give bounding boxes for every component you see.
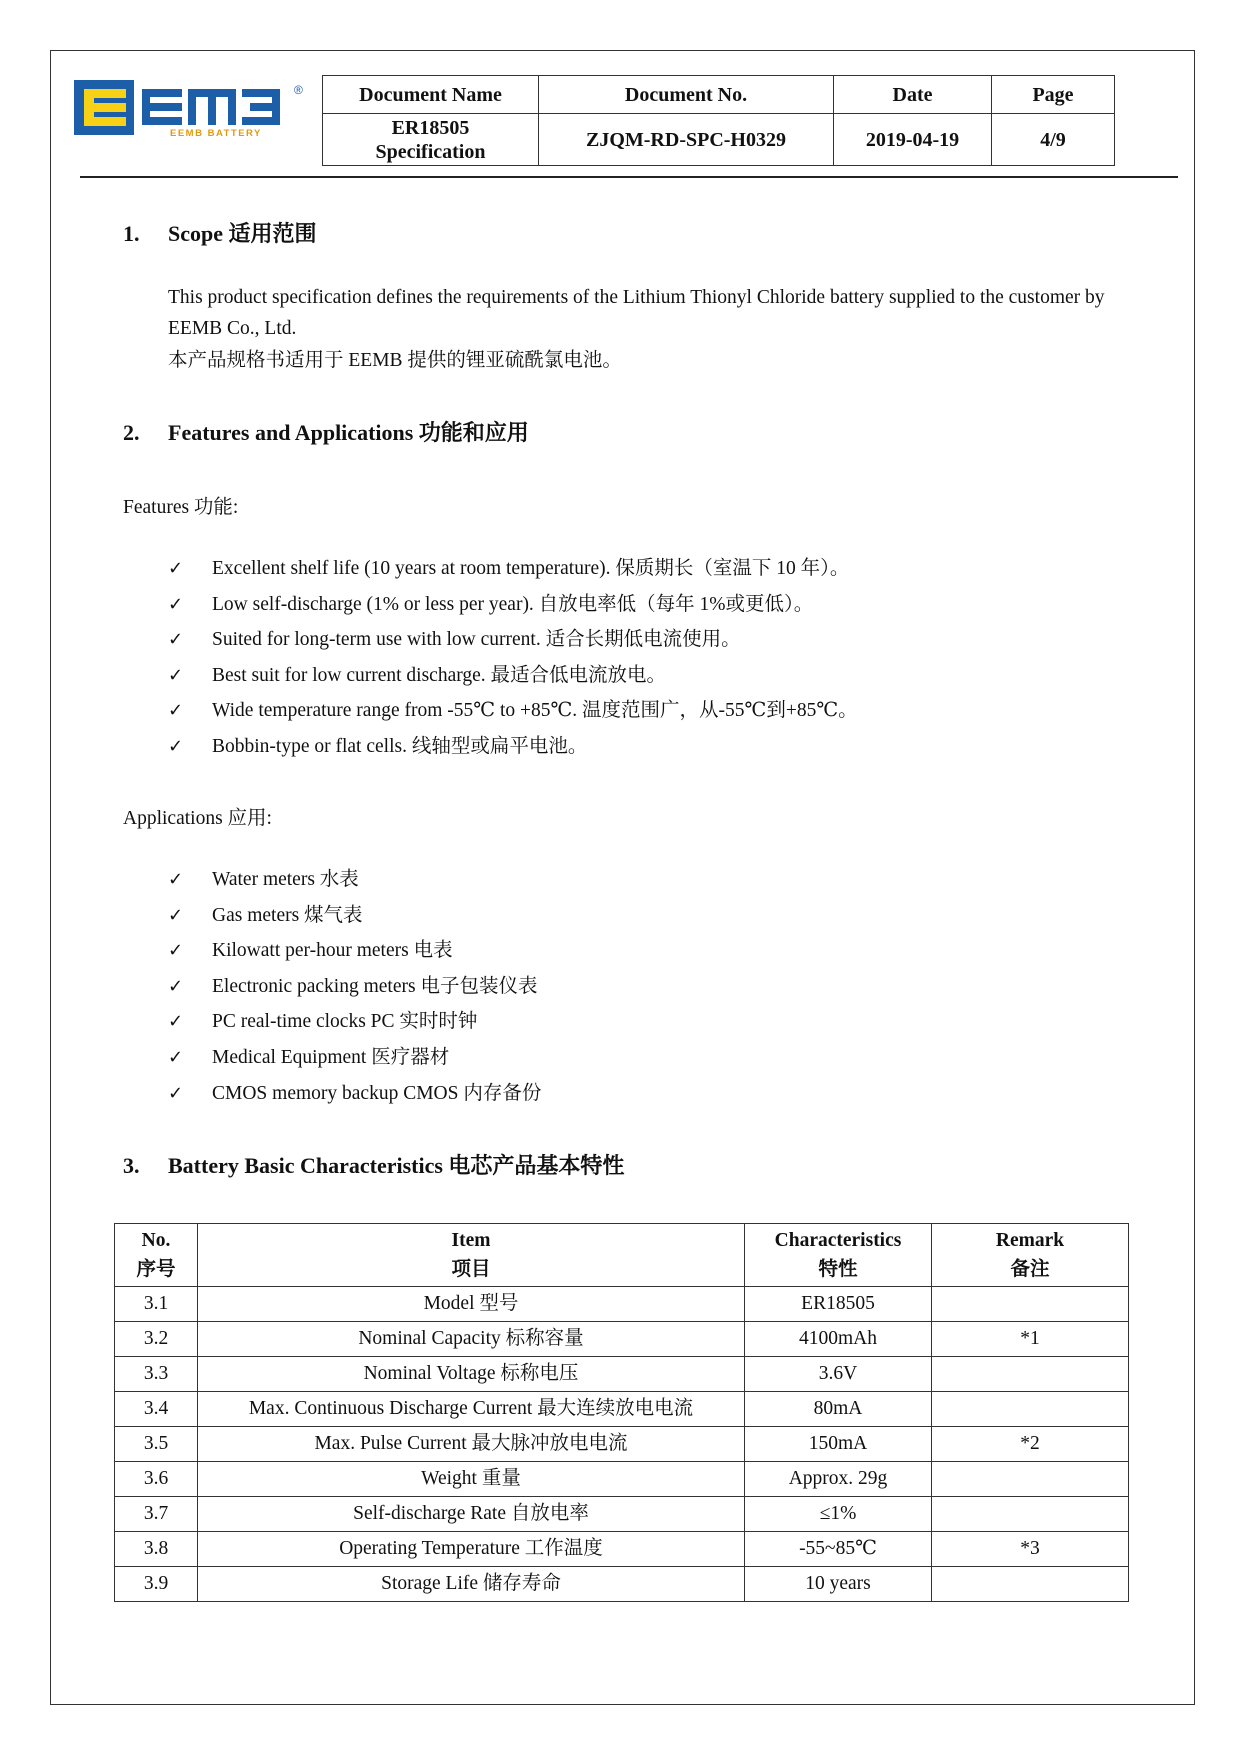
list-item (168, 729, 858, 765)
table-row (115, 1497, 1129, 1532)
cell-value: 4100mAh (745, 1322, 932, 1357)
cell-no: 3.9 (115, 1567, 198, 1602)
document-name-line2: Specification (375, 140, 486, 163)
header-no-zh: 序号 (136, 1259, 176, 1280)
cell-remark (932, 1497, 1129, 1532)
header-remark (932, 1224, 1129, 1287)
header-no (115, 1224, 198, 1287)
header-item-zh: 项目 (451, 1259, 491, 1280)
cell-value: -55~85℃ (745, 1532, 932, 1567)
list-item (168, 622, 858, 658)
table-row (115, 1427, 1129, 1462)
cell-no: 3.1 (115, 1287, 198, 1322)
feature-text: Best suit for low current discharge. 最适合低电流放电。 (212, 664, 667, 686)
table-row (115, 1392, 1129, 1427)
cell-value: ER18505 (745, 1287, 932, 1322)
document-no-value: ZJQM-RD-SPC-H0329 (539, 114, 834, 166)
header-label-document-no: Document No. (539, 76, 834, 114)
table-row (115, 1287, 1129, 1322)
check-icon: ✓ (168, 1082, 184, 1104)
applications-list (168, 862, 541, 1111)
header-remark-zh: 备注 (1010, 1259, 1050, 1280)
check-icon: ✓ (168, 558, 184, 579)
cell-no: 3.5 (115, 1427, 198, 1462)
application-text: Gas meters 煤气表 (212, 904, 363, 926)
cell-remark: *3 (932, 1532, 1129, 1567)
cell-value: 150mA (745, 1427, 932, 1462)
header-label-document-name: Document Name (323, 76, 539, 114)
list-item (168, 933, 541, 969)
check-icon: ✓ (168, 940, 184, 962)
table-row (115, 1462, 1129, 1497)
cell-no: 3.3 (115, 1357, 198, 1392)
check-icon: ✓ (168, 700, 184, 722)
section-2-number: 2. (123, 420, 140, 445)
header-divider (80, 176, 1178, 178)
header-label-page: Page (992, 76, 1115, 114)
check-icon: ✓ (168, 1046, 184, 1068)
section-2-title: Features and Applications 功能和应用 (168, 420, 529, 445)
check-icon: ✓ (168, 1011, 184, 1033)
table-row (115, 1322, 1129, 1357)
registered-mark: ® (294, 83, 303, 97)
application-text: Electronic packing meters 电子包装仪表 (212, 975, 538, 997)
header-characteristics (745, 1224, 932, 1287)
feature-text: Excellent shelf life (10 years at room temperature). 保质期长（室温下 10 年）。 (212, 558, 850, 579)
logo-tagline: EEMB BATTERY (170, 128, 262, 139)
feature-text: Suited for long-term use with low current. 适合长期低电流使用。 (212, 629, 741, 651)
cell-value: 80mA (745, 1392, 932, 1427)
list-item (168, 1076, 541, 1112)
cell-item: Self-discharge Rate 自放电率 (198, 1497, 745, 1532)
check-icon: ✓ (168, 664, 184, 686)
cell-no: 3.4 (115, 1392, 198, 1427)
characteristics-table (114, 1223, 1129, 1602)
cell-item: Max. Continuous Discharge Current 最大连续放电电流 (198, 1392, 745, 1427)
header-item (198, 1224, 745, 1287)
check-icon: ✓ (168, 869, 184, 890)
feature-text: Bobbin-type or flat cells. 线轴型或扁平电池。 (212, 735, 588, 757)
section-2-heading (123, 416, 529, 447)
cell-item: Model 型号 (198, 1287, 745, 1322)
application-text: Kilowatt per-hour meters 电表 (212, 940, 453, 962)
scope-text-zh: 本产品规格书适用于 EEMB 提供的锂亚硫酰氯电池。 (168, 350, 622, 371)
section-1-title: Scope 适用范围 (168, 221, 317, 246)
cell-no: 3.6 (115, 1462, 198, 1497)
check-icon: ✓ (168, 975, 184, 997)
cell-item: Operating Temperature 工作温度 (198, 1532, 745, 1567)
cell-item: Nominal Voltage 标称电压 (198, 1357, 745, 1392)
cell-no: 3.7 (115, 1497, 198, 1532)
list-item (168, 693, 858, 729)
list-item (168, 1040, 541, 1076)
cell-remark (932, 1462, 1129, 1497)
check-icon: ✓ (168, 593, 184, 615)
check-icon: ✓ (168, 904, 184, 926)
features-list (168, 551, 858, 765)
document-header-table (322, 75, 1115, 166)
scope-text-en: This product specification defines the requirements of the Lithium Thionyl Chloride battery supplied to the customer by EEMB Co., Ltd. (168, 287, 1105, 339)
cell-remark (932, 1287, 1129, 1322)
header-remark-en: Remark (995, 1230, 1065, 1251)
cell-value: 10 years (745, 1567, 932, 1602)
list-item (168, 587, 858, 623)
applications-label: Applications 应用: (123, 808, 272, 829)
section-3-number: 3. (123, 1153, 140, 1178)
header-no-en: No. (141, 1230, 171, 1251)
check-icon: ✓ (168, 629, 184, 651)
list-item (168, 658, 858, 694)
header-char-en: Characteristics (774, 1230, 902, 1251)
table-row (115, 1567, 1129, 1602)
cell-no: 3.2 (115, 1322, 198, 1357)
section-3-heading (123, 1149, 624, 1180)
cell-item: Weight 重量 (198, 1462, 745, 1497)
list-item (168, 969, 541, 1005)
cell-item: Nominal Capacity 标称容量 (198, 1322, 745, 1357)
list-item (168, 1004, 541, 1040)
cell-no: 3.8 (115, 1532, 198, 1567)
list-item (168, 551, 858, 587)
application-text: PC real-time clocks PC 实时时钟 (212, 1011, 478, 1033)
page-value: 4/9 (992, 114, 1115, 166)
cell-remark (932, 1357, 1129, 1392)
header-label-date: Date (834, 76, 992, 114)
feature-text: Wide temperature range from -55℃ to +85℃. 温度范围广，从-55℃到+85℃。 (212, 700, 858, 722)
cell-remark: *2 (932, 1427, 1129, 1462)
header-char-zh: 特性 (818, 1259, 858, 1280)
header-item-en: Item (451, 1230, 491, 1251)
cell-item: Storage Life 储存寿命 (198, 1567, 745, 1602)
cell-value: 3.6V (745, 1357, 932, 1392)
list-item (168, 862, 541, 898)
table-header-row (115, 1224, 1129, 1287)
document-name-value (323, 114, 539, 166)
features-label: Features 功能: (123, 497, 239, 518)
document-name-line1: ER18505 (391, 116, 470, 139)
cell-value: Approx. 29g (745, 1462, 932, 1497)
cell-remark: *1 (932, 1322, 1129, 1357)
cell-item: Max. Pulse Current 最大脉冲放电电流 (198, 1427, 745, 1462)
application-text: Medical Equipment 医疗器材 (212, 1046, 450, 1068)
application-text: Water meters 水表 (212, 869, 359, 890)
list-item (168, 898, 541, 934)
check-icon: ✓ (168, 735, 184, 757)
application-text: CMOS memory backup CMOS 内存备份 (212, 1082, 542, 1104)
eemb-logo (74, 80, 304, 140)
table-row (115, 1357, 1129, 1392)
table-row (115, 1532, 1129, 1567)
date-value: 2019-04-19 (834, 114, 992, 166)
cell-value: ≤1% (745, 1497, 932, 1532)
feature-text: Low self-discharge (1% or less per year). 自放电率低（每年 1%或更低）。 (212, 593, 814, 615)
section-1-heading (123, 217, 317, 248)
cell-remark (932, 1392, 1129, 1427)
section-1-number: 1. (123, 221, 140, 246)
cell-remark (932, 1567, 1129, 1602)
section-3-title: Battery Basic Characteristics 电芯产品基本特性 (168, 1153, 625, 1178)
